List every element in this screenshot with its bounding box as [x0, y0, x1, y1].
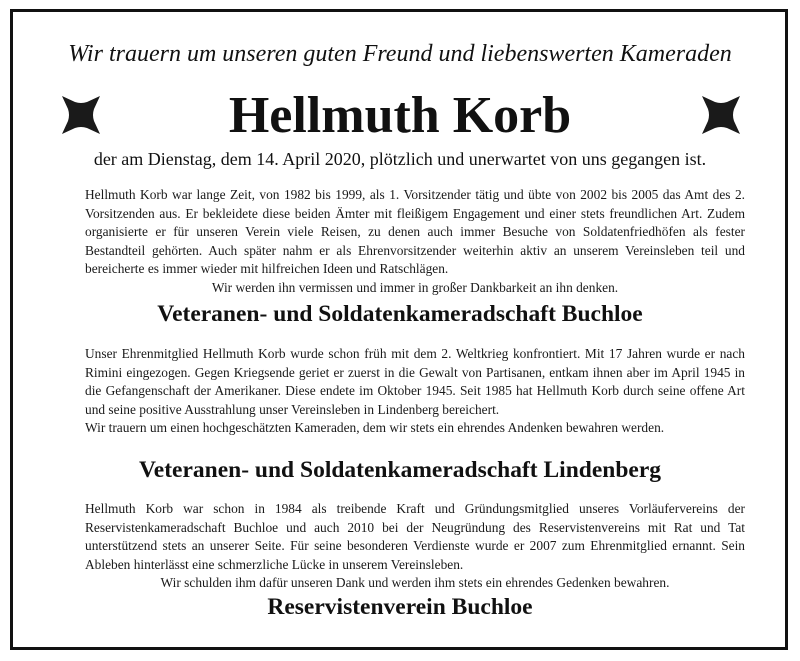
section-3-text: [85, 500, 745, 593]
death-announcement: der am Dienstag, dem 14. April 2020, plötzlich und unerwartet von uns gegangen ist.: [93, 149, 707, 169]
section-1-body: Hellmuth Korb war lange Zeit, von 1982 bis 1999, als 1. Vorsitzender tätig und übte von 2002 bis 2005 das Amt des 2. Vorsitzenden aus. Er bekleidete diese beiden Ämter mit fleißigem Engagement und einer stets freundlichen Art. Zudem organisierte er für unseren Verein viele Reisen, zu denen auch immer Besuche von Soldatenfriedhöfen als fester Bestandteil gehörten. Auch später nahm er als Ehrenvorsitzender weiterhin aktiv an unserem Vereinsleben teil und bereicherte es immer wieder mit hilfreichen Ideen und Ratschlägen.: [85, 187, 745, 276]
section-1-organization: Veteranen- und Soldatenkameradschaft Buchloe: [157, 301, 643, 327]
section-3-body: Hellmuth Korb war schon in 1984 als treibende Kraft und Gründungsmitglied unseres Vorläufervereins der Reservistenkameradschaft Buchloe und auch 2010 bei der Neugründung des Reservistenvereins mit Rat und Tat unterstützend stets an unserer Seite. Für seine besonderen Verdienste wurde er 2007 zum Ehrenmitglied ernannt. Sein Ableben hinterlässt eine schmerzliche Lücke in unserem Vereinsleben.: [85, 501, 745, 572]
section-2-body: Unser Ehrenmitglied Hellmuth Korb wurde schon früh mit dem 2. Weltkrieg konfrontiert. Mit 17 Jahren wurde er nach Rimini eingezogen. Gegen Kriegsende geriet er zuerst in die Gewalt von Partisanen, entkam ihnen aber im April 1945 in die Gefangenschaft der Amerikaner. Diese endete im Oktober 1945. Seit 1985 hat Hellmuth Korb durch seine offene Art und seine positive Ausstrahlung unser Vereinsleben in Lindenberg bereichert.: [85, 346, 745, 417]
section-1-text: [85, 186, 745, 297]
intro-line: Wir trauern um unseren guten Freund und liebenswerten Kameraden: [68, 41, 732, 67]
section-2-closing: Wir trauern um einen hochgeschätzten Kameraden, dem wir stets ein ehrendes Andenken bewahren werden.: [85, 420, 665, 435]
section-3-closing: Wir schulden ihm dafür unseren Dank und werden ihm stets ein ehrendes Gedenken bewahren.: [160, 575, 670, 590]
section-2-organization: Veteranen- und Soldatenkameradschaft Lindenberg: [138, 457, 662, 483]
deceased-name: Hellmuth Korb: [228, 87, 572, 144]
section-3-organization: Reservistenverein Buchloe: [267, 594, 533, 620]
iron-cross-icon: [698, 92, 744, 138]
section-2-text: [85, 345, 745, 438]
section-1-closing: Wir werden ihn vermissen und immer in großer Dankbarkeit an ihn denken.: [211, 279, 619, 295]
